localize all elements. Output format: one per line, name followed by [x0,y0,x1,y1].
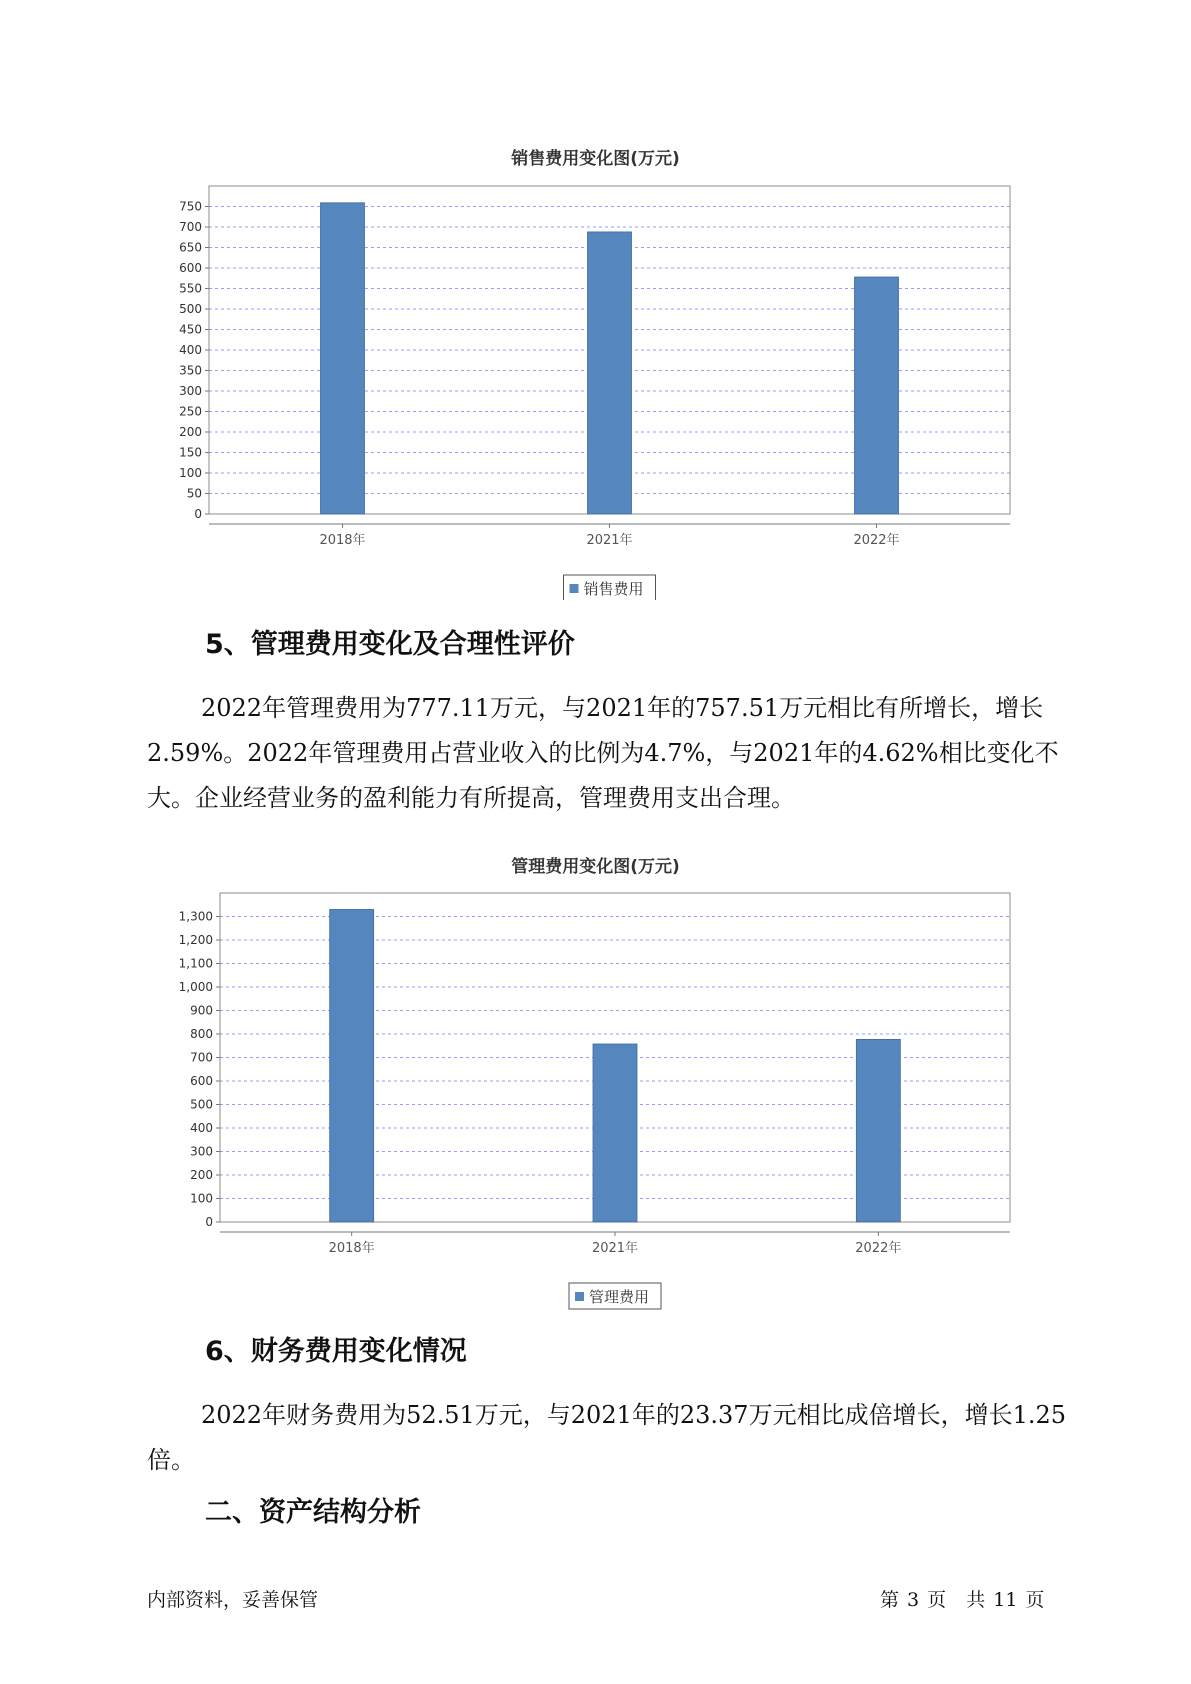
legend [569,1283,661,1309]
section-6-paragraph-text: 2022年财务费用为52.51万元，与2021年的23.37万元相比成倍增长，增长1.25倍。 [147,1401,1067,1474]
y-tick-label: 1,300 [178,909,213,924]
y-tick-label: 1,000 [178,980,213,994]
legend-label: 管理费用 [589,1288,650,1306]
total-unit: 页 [1025,1589,1045,1611]
section-6-paragraph [147,1393,1067,1483]
x-tick-label: 2018年 [328,1241,375,1256]
y-tick-label: 400 [190,1121,213,1135]
y-tick-label: 350 [179,363,202,378]
section-5-heading: 5、管理费用变化及合理性评价 [205,629,575,660]
x-tick-label: 2022年 [853,533,900,548]
admin-expense-chart-title: 管理费用变化图(万元) [511,857,680,877]
x-tick-label: 2022年 [855,1241,902,1256]
y-tick-label: 600 [190,1074,213,1088]
y-tick-label: 0 [194,507,202,521]
y-tick-label: 750 [179,199,202,214]
section-5-paragraph-text: 2022年管理费用为777.11万元，与2021年的757.51万元相比有所增长，增长2.59%。2022年管理费用占营业收入的比例为4.7%，与2021年的4.62%相比变化不大。企业经营业务的盈利能力有所提高，管理费用支出合理。 [147,694,1059,812]
footer-page-info [880,1585,1052,1612]
bar [856,1039,900,1222]
y-tick-label: 100 [190,1191,213,1206]
y-tick-label: 650 [179,240,202,255]
y-tick-label: 100 [179,466,202,480]
y-tick-label: 0 [205,1215,213,1229]
y-tick-label: 50 [186,486,202,501]
section-two-heading: 二、资产结构分析 [205,1497,421,1528]
y-tick-label: 400 [179,343,202,357]
sales-expense-chart-title: 销售费用变化图(万元) [511,149,680,169]
y-tick-label: 300 [179,384,202,398]
legend-swatch [575,1292,584,1301]
y-tick-label: 700 [190,1050,213,1065]
footer-confidential-note: 内部资料，妥善保管 [147,1589,319,1611]
x-tick-label: 2021年 [591,1241,639,1256]
section-6-heading: 6、财务费用变化情况 [205,1336,467,1367]
y-tick-label: 450 [179,322,202,337]
x-tick-label: 2018年 [319,533,366,548]
total-pages: 11 [993,1589,1018,1611]
y-tick-label: 500 [179,302,202,316]
y-tick-label: 550 [179,281,202,296]
legend-label: 销售费用 [583,580,644,598]
y-tick-label: 200 [190,1168,213,1182]
y-tick-label: 600 [179,261,202,275]
page-number: 3 [907,1589,920,1611]
y-tick-label: 1,200 [178,933,213,947]
x-tick-label: 2021年 [586,533,633,548]
page-unit: 页 [927,1589,947,1611]
y-tick-label: 300 [190,1144,213,1159]
y-tick-label: 200 [179,425,202,439]
page-label: 第 [880,1589,900,1611]
y-tick-label: 150 [179,445,202,460]
y-tick-label: 800 [190,1027,213,1041]
bar [330,909,374,1222]
y-tick-label: 1,100 [178,956,213,971]
y-tick-label: 900 [190,1003,213,1018]
y-tick-label: 250 [179,404,202,419]
total-label: 共 [966,1589,986,1611]
y-tick-label: 500 [190,1097,213,1112]
bar [593,1044,637,1222]
y-tick-label: 700 [179,220,202,234]
